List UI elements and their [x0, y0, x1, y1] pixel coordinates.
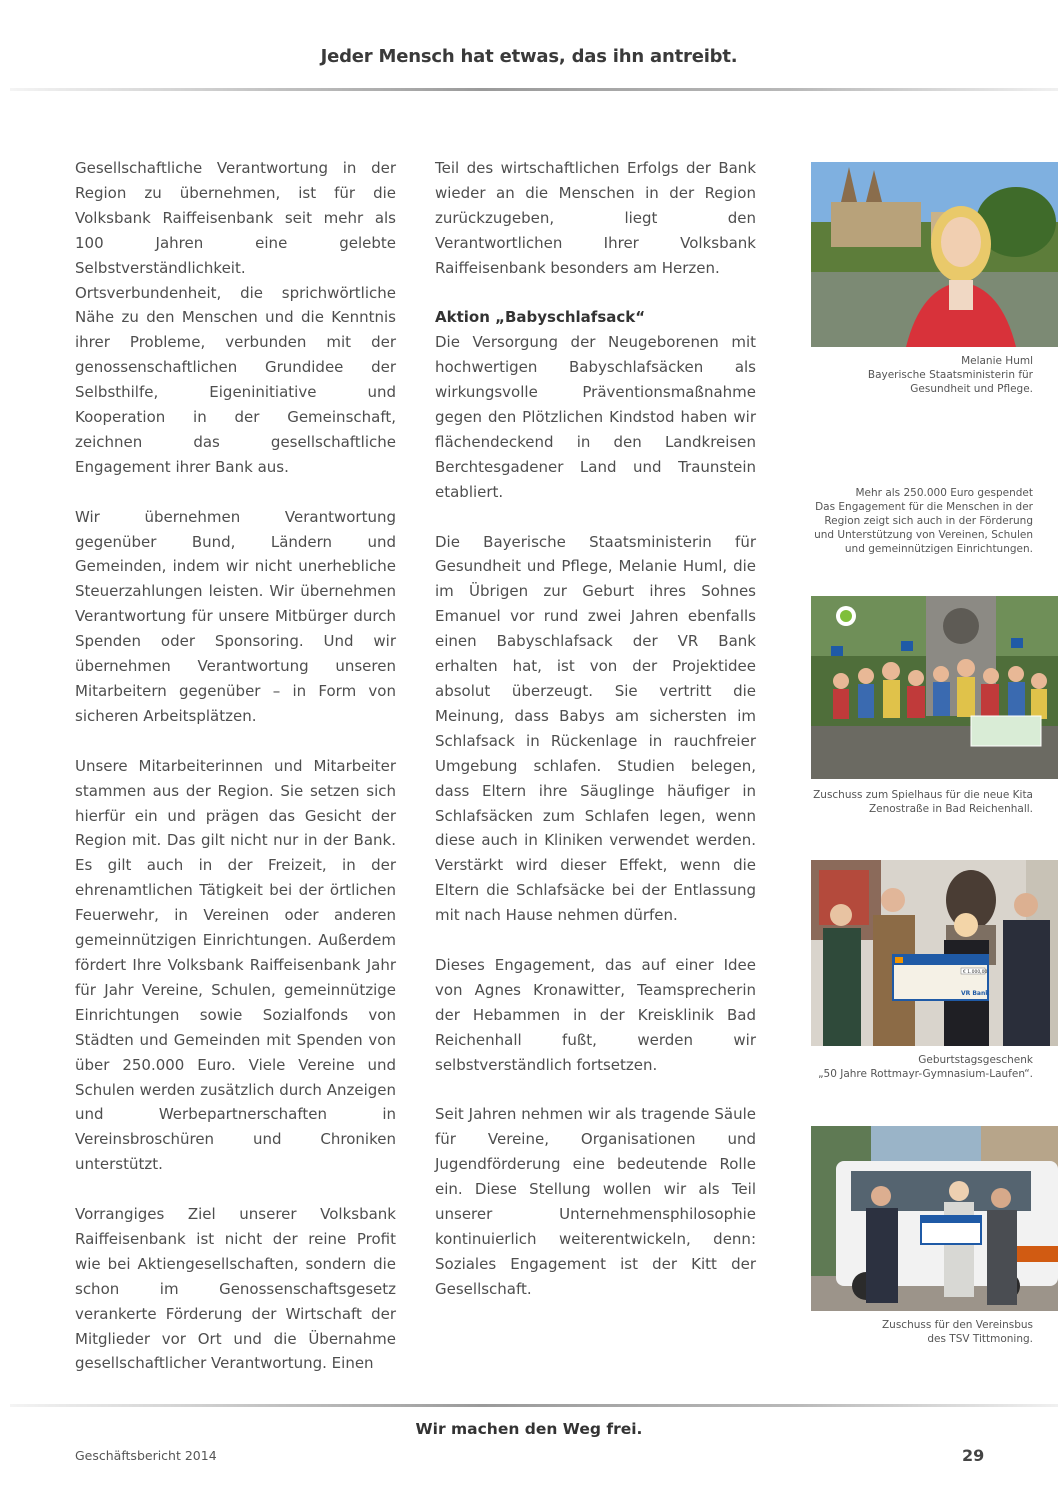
caption-1-line-1: Melanie Huml	[961, 355, 1033, 367]
caption-2-line-3: Region zeigt sich auch in der Förderung	[824, 515, 1033, 527]
page-number: 29	[962, 1446, 985, 1465]
left-paragraph-2: Wir übernehmen Verantwortung gegenüber Bund, Ländern und Gemeinden, indem wir nicht unerhebliche Steuerzahlungen leisten. Wir übernehmen Verantwortung für unsere Mitbürger durch Spenden oder Sponsoring. Und wir übernehmen Verantwortung unseren Mitarbeitern gegenüber – in Form von sicheren Arbeitsplätzen.	[75, 507, 396, 725]
caption-3-line-1: Zuschuss zum Spielhaus für die neue Kita	[813, 789, 1033, 801]
header-rule	[10, 88, 1058, 91]
caption-5-line-2: des TSV Tittmoning.	[927, 1333, 1033, 1345]
middle-column	[435, 156, 756, 1327]
caption-photo-4	[793, 1318, 1033, 1346]
caption-3-line-2: Zenostraße in Bad Reichenhall.	[868, 803, 1033, 815]
caption-5-line-1: Zuschuss für den Vereinsbus	[881, 1319, 1033, 1331]
photo-gymnasium-check	[811, 860, 1058, 1046]
caption-1-line-2: Bayerische Staatsministerin für	[867, 369, 1033, 381]
left-paragraph-1: Gesellschaftliche Verantwortung in der Region zu übernehmen, ist für die Volksbank Raiffeisenbank seit mehr als 100 Jahren eine gelebte Selbstverständlichkeit. Ortsverbundenheit, die sprichwörtliche Nähe zu den Menschen und die Kenntnis ihrer Probleme, verbunden mit der genossenschaftlichen Grundidee der Selbsthilfe, Eigeninitiative und Kooperation in der Gemeinschaft, zeichnen das gesellschaftliche Engagement ihrer Bank aus.	[75, 159, 396, 476]
caption-donations	[793, 486, 1033, 556]
section-heading: Aktion „Babyschlafsack“	[435, 308, 646, 327]
footer-rule	[10, 1404, 1058, 1407]
left-paragraph-4: Vorrangiges Ziel unserer Volksbank Raiffeisenbank ist nicht der reine Profit wie bei Aktiengesellschaften, sondern die schon im Genossenschaftsgesetz verankerte Förderung der Wirtschaft der Mitglieder vor Ort und die Übernahme gesellschaftlicher Verantwortung. Einen	[75, 1205, 396, 1373]
left-column	[75, 156, 396, 1401]
check-amount-label: € 1.000,00	[963, 970, 988, 975]
photo-vereinsbus	[811, 1126, 1058, 1311]
caption-2-line-5: und gemeinnützigen Einrichtungen.	[844, 543, 1033, 555]
photo-melanie-huml	[811, 162, 1058, 347]
check-bank-label: VR Bank	[961, 990, 990, 997]
caption-4-line-1: Geburtstagsgeschenk	[918, 1054, 1033, 1066]
caption-2-line-4: und Unterstützung von Vereinen, Schulen	[814, 529, 1033, 541]
middle-paragraph-2: Die Bayerische Staatsministerin für Gesundheit und Pflege, Melanie Huml, die im Übrigen zur Geburt ihres Sohnes Emanuel vor rund zwei Jahren ebenfalls einen Babyschlafsack der VR Bank erhalten hat, ist von der Projektidee absolut überzeugt. Sie vertritt die Meinung, dass Babys am sichersten im Schlafsack in Rückenlage in rauchfreier Umgebung schlafen. Studien belegen, dass Eltern ihre Säuglinge häufiger in Schlafsäcken zum Schlafen legen, wenn diese auch in Kliniken verwendet werden. Verstärkt wird dieser Effekt, wenn die Eltern die Schlafsäcke bei der Entlassung mit nach Hause nehmen dürfen.	[435, 532, 756, 925]
footer-slogan: Wir machen den Weg frei.	[415, 1420, 643, 1438]
caption-2-line-1: Mehr als 250.000 Euro gespendet	[855, 487, 1033, 499]
caption-photo-1	[793, 354, 1033, 396]
caption-1-line-3: Gesundheit und Pflege.	[910, 383, 1033, 395]
middle-heading-paragraph: Die Versorgung der Neugeborenen mit hochwertigen Babyschlafsäcken als wirkungsvolle Präventionsmaßnahme gegen den Plötzlichen Kindstod haben wir flächendeckend in den Landkreisen Berchtesgadener Land und Traunstein etabliert.	[435, 333, 756, 501]
caption-photo-2	[793, 788, 1033, 816]
caption-4-line-2: „50 Jahre Rottmayr-Gymnasium-Laufen“.	[818, 1068, 1033, 1080]
caption-2-line-2: Das Engagement für die Menschen in der	[815, 501, 1033, 513]
middle-paragraph-3: Dieses Engagement, das auf einer Idee von Agnes Kronawitter, Teamsprecherin der Hebammen in der Kreisklinik Bad Reichenhall fußt, werden wir selbstverständlich fortsetzen.	[435, 955, 756, 1074]
photo-kita-group	[811, 596, 1058, 779]
middle-intro: Teil des wirtschaftlichen Erfolgs der Bank wieder an die Menschen in der Region zurückzugeben, liegt den Verantwortlichen Ihrer Volksbank Raiffeisenbank besonders am Herzen.	[435, 159, 756, 277]
caption-photo-3	[793, 1053, 1033, 1081]
page-header-title: Jeder Mensch hat etwas, das ihn antreibt.	[320, 46, 738, 67]
footer-report-label: Geschäftsbericht 2014	[75, 1448, 217, 1463]
middle-paragraph-4: Seit Jahren nehmen wir als tragende Säule für Vereine, Organisationen und Jugendförderung eine bedeutende Rolle ein. Diese Stellung wollen wir als Teil unserer Unternehmensphilosophie kontinuierlich weiterentwickeln, denn: Soziales Engagement ist der Kitt der Gesellschaft.	[435, 1105, 756, 1298]
left-paragraph-3: Unsere Mitarbeiterinnen und Mitarbeiter stammen aus der Region. Sie setzen sich hierfür ein und prägen das Gesicht der Region mit. Das gilt nicht nur in der Bank. Es gilt auch in der Freizeit, in der ehrenamtlichen Tätigkeit bei der örtlichen Feuerwehr, in Vereinen oder anderen gemeinnützigen Einrichtungen. Außerdem fördert Ihre Volksbank Raiffeisenbank Jahr für Jahr Vereine, Schulen, gemeinnützige Einrichtungen sowie Sozialfonds von Städten und Gemeinden mit Spenden von über 250.000 Euro. Viele Vereine und Schulen werden zusätzlich durch Anzeigen und Werbepartnerschaften in Vereinsbroschüren und Chroniken unterstützt.	[75, 756, 396, 1174]
